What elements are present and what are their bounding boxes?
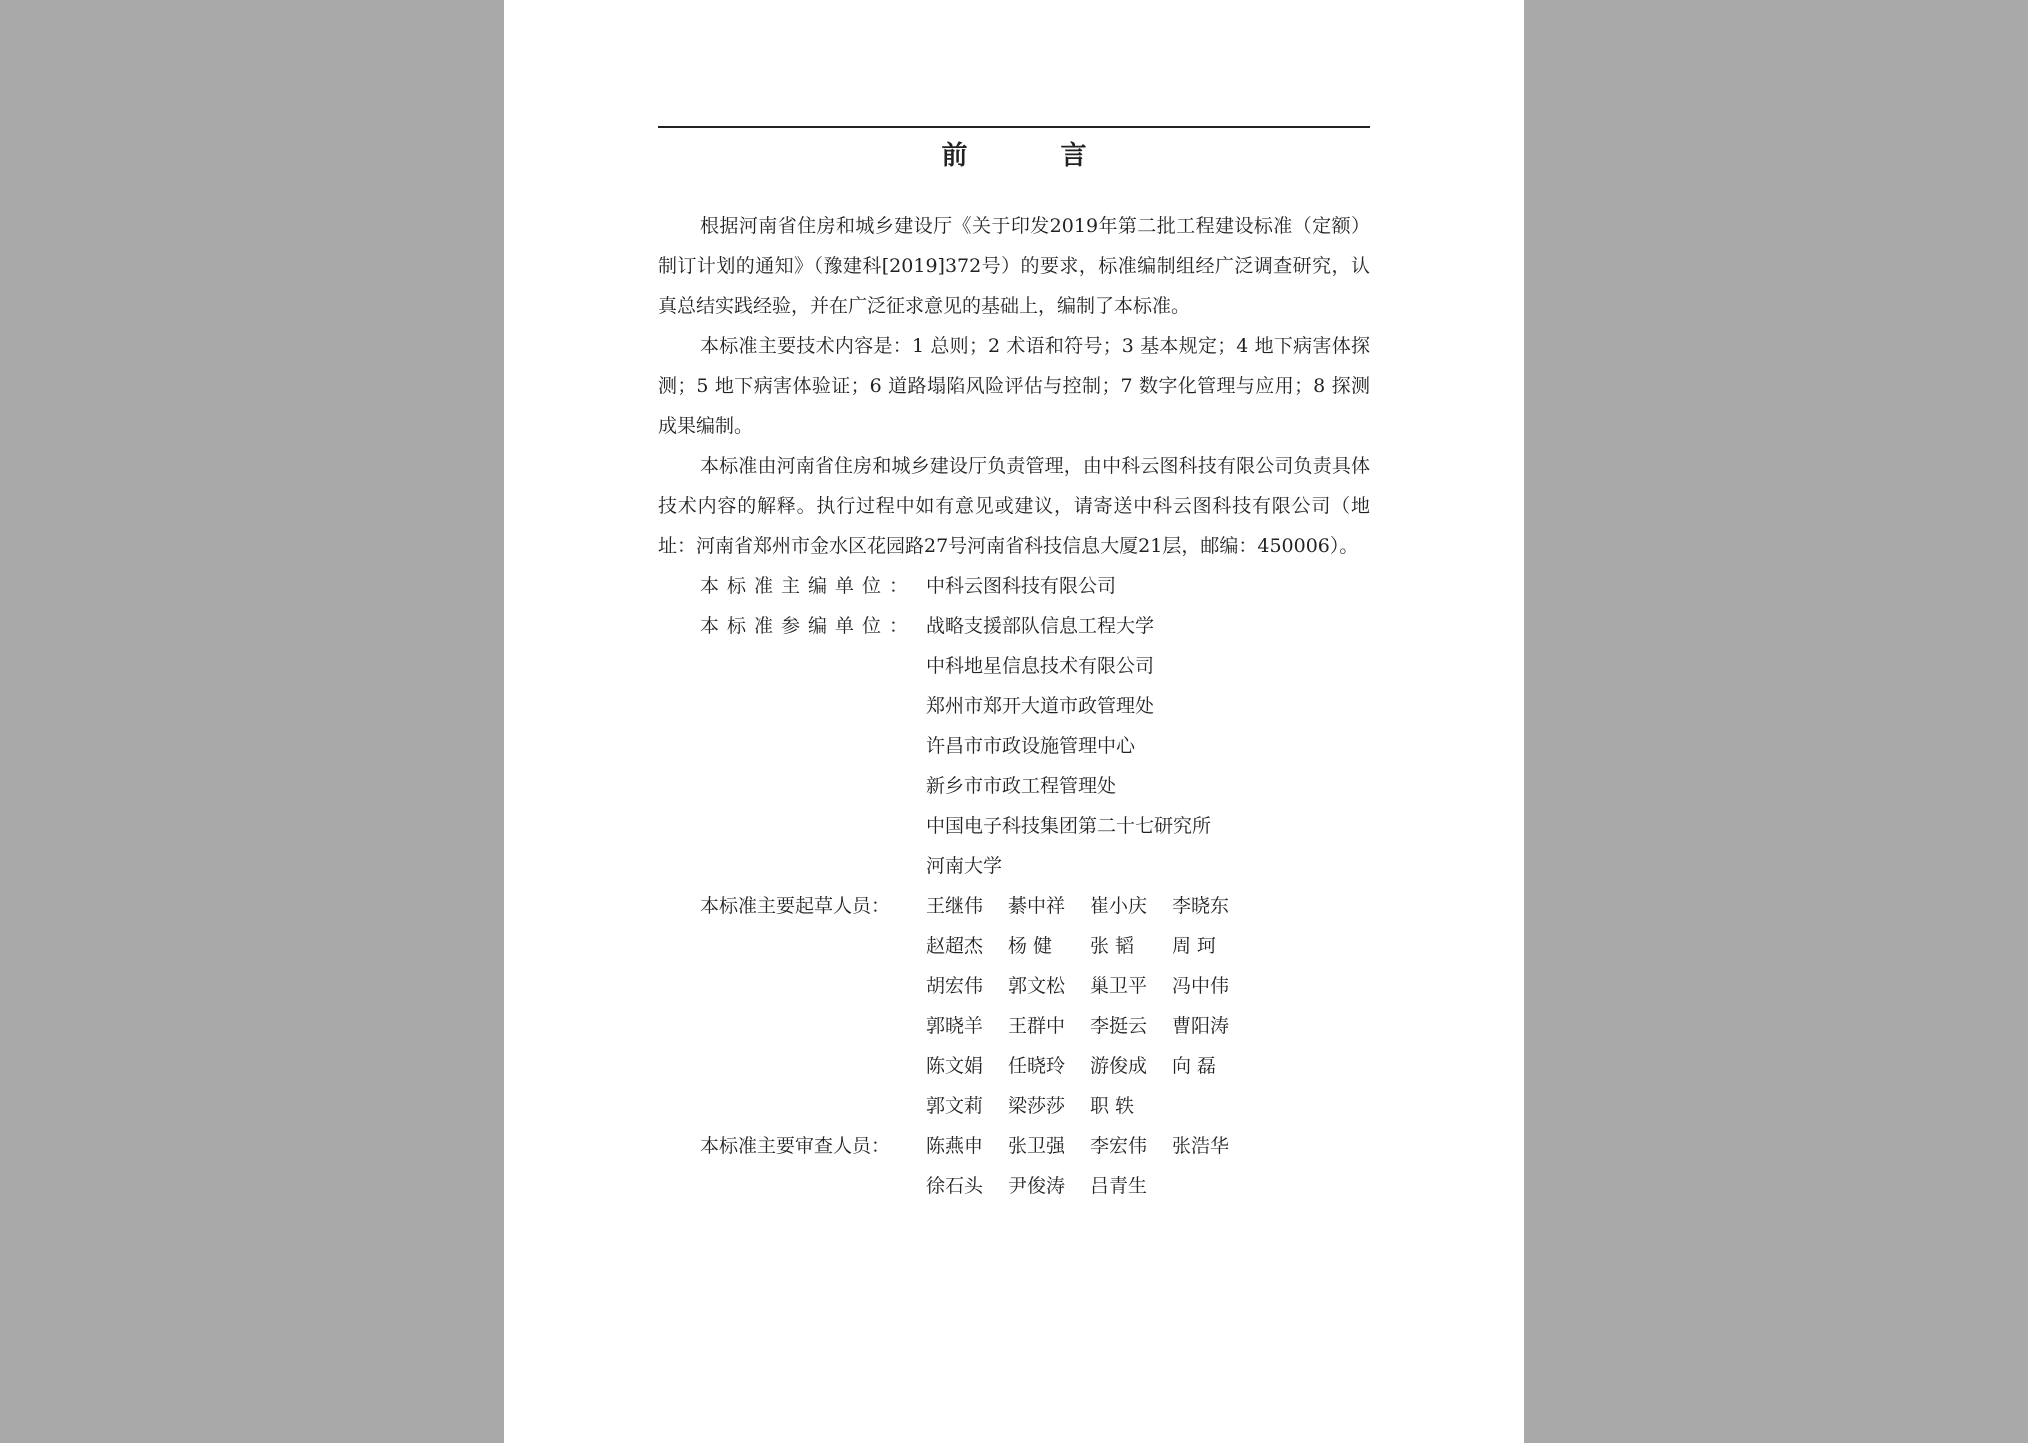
reviewers-row [926,1126,1370,1166]
drafter-name: 李晓东 [1172,895,1230,917]
drafter-name: 王继伟 [926,895,984,917]
reviewer-name: 陈燕申 [926,1135,984,1157]
reviewer-name: 尹俊涛 [1008,1175,1066,1197]
drafter-name: 职 轶 [1090,1095,1135,1117]
paragraph-basis: 根据河南省住房和城乡建设厅《关于印发2019年第二批工程建设标准（定额）制订计划的通知》（豫建科[2019]372号）的要求，标准编制组经广泛调查研究，认真总结实践经验，并在广泛征求意见的基础上，编制了本标准。 [658,215,1370,317]
drafters-label: 本标准主要起草人员： [700,895,891,917]
participating-unit: 河南大学 [926,855,1003,877]
reviewers-row [926,1166,1370,1206]
drafter-name: 曹阳涛 [1172,1015,1230,1037]
drafter-name: 周 珂 [1172,935,1217,957]
drafter-name: 郭晓羊 [926,1015,984,1037]
drafters-row [926,926,1370,966]
reviewers-label: 本标准主要审查人员： [700,1135,891,1157]
reviewer-name: 张卫强 [1008,1135,1066,1157]
reviewers-block [658,1126,1370,1206]
paragraph-management: 本标准由河南省住房和城乡建设厅负责管理，由中科云图科技有限公司负责具体技术内容的解释。执行过程中如有意见或建议，请寄送中科云图科技有限公司（地址：河南省郑州市金水区花园路27号河南省科技信息大厦21层，邮编：450006）。 [658,455,1370,557]
drafter-name: 胡宏伟 [926,975,984,997]
drafter-name: 赵超杰 [926,935,984,957]
drafter-name: 陈文娟 [926,1055,984,1077]
reviewer-name: 张浩华 [1172,1135,1230,1157]
participating-unit: 新乡市市政工程管理处 [926,775,1117,797]
drafters-row [926,966,1370,1006]
participating-unit: 中科地星信息技术有限公司 [926,655,1155,677]
chief-unit-label: 本标准主编单位： [700,575,917,597]
drafter-name: 梁莎莎 [1008,1095,1066,1117]
participating-unit: 中国电子科技集团第二十七研究所 [926,815,1212,837]
drafter-name: 郭文松 [1008,975,1066,997]
reviewer-name: 吕青生 [1090,1175,1148,1197]
drafter-name: 崔小庆 [1090,895,1148,917]
drafter-name: 冯中伟 [1172,975,1230,997]
chief-unit-value: 中科云图科技有限公司 [926,575,1117,597]
drafter-name: 王群中 [1008,1015,1066,1037]
drafters-row [926,1086,1370,1126]
paragraph-contents: 本标准主要技术内容是：1 总则；2 术语和符号；3 基本规定；4 地下病害体探测；5 地下病害体验证；6 道路塌陷风险评估与控制；7 数字化管理与应用；8 探测成果编制。 [658,335,1370,437]
drafter-name: 任晓玲 [1008,1055,1066,1077]
participating-units-label: 本标准参编单位： [700,615,917,637]
drafter-name: 巢卫平 [1090,975,1148,997]
page-title: 前 言 [941,141,1129,171]
drafters-row [926,1046,1370,1086]
drafters-block [658,886,1370,1126]
drafter-name: 杨 健 [1008,935,1053,957]
drafter-name: 游俊成 [1090,1055,1148,1077]
document-page [504,0,1524,1443]
drafter-name: 郭文莉 [926,1095,984,1117]
drafters-row [926,886,1370,926]
drafter-name: 綦中祥 [1008,895,1066,917]
chief-unit-block [658,566,1370,606]
drafter-name: 张 韬 [1090,935,1135,957]
participating-unit: 郑州市郑开大道市政管理处 [926,695,1155,717]
drafter-name: 李挺云 [1090,1015,1148,1037]
participating-unit: 许昌市市政设施管理中心 [926,735,1136,757]
reviewer-name: 徐石头 [926,1175,984,1197]
page-content [658,126,1370,1206]
drafters-row [926,1006,1370,1046]
participating-unit: 战略支援部队信息工程大学 [926,615,1155,637]
drafter-name: 向 磊 [1172,1055,1217,1077]
participating-units-block [658,606,1370,886]
header-rule [658,126,1370,128]
reviewer-name: 李宏伟 [1090,1135,1148,1157]
